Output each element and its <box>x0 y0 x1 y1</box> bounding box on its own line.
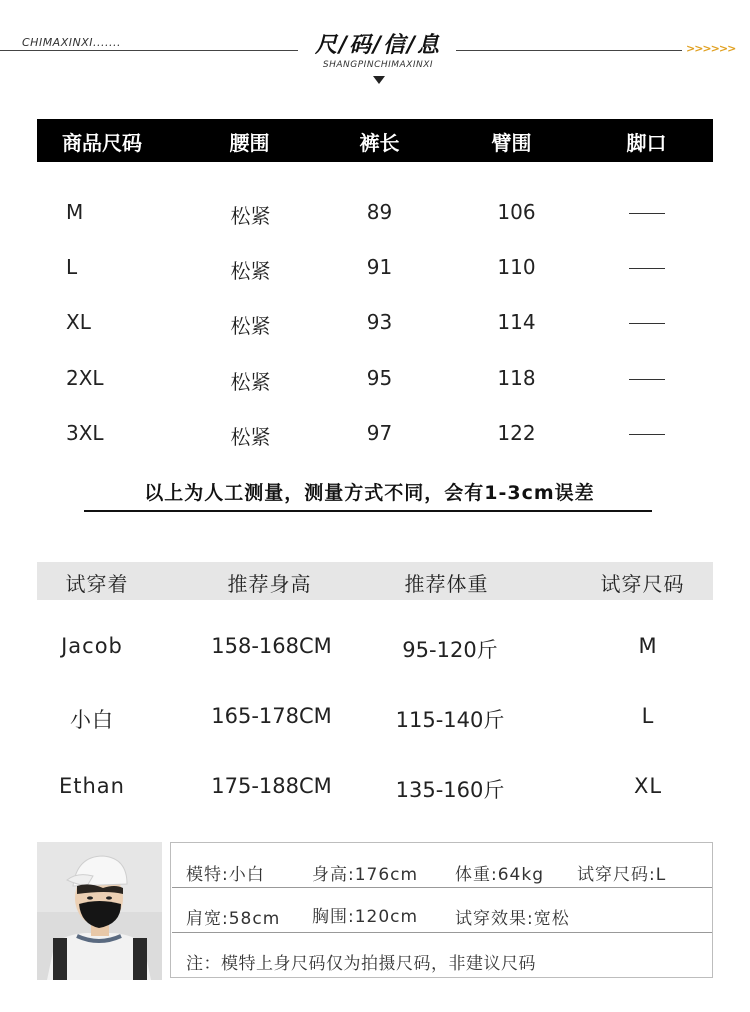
arm-cell: 110 <box>497 255 536 279</box>
model-illustration <box>37 842 162 980</box>
tryon-table-header <box>37 562 713 600</box>
model-shoulder: 肩宽:58cm <box>186 909 281 929</box>
height-cell: 158-168CM <box>211 634 332 658</box>
length-cell: 91 <box>366 255 393 279</box>
arm-cell: 118 <box>497 366 536 390</box>
waist-cell: 松紧 <box>230 370 271 394</box>
dash-icon <box>629 213 665 215</box>
model-height: 身高:176cm <box>312 865 419 885</box>
dash-icon <box>629 434 665 436</box>
weight-col-header: 推荐体重 <box>404 572 489 596</box>
hem-cell <box>584 310 709 334</box>
hem-cell <box>584 366 709 390</box>
model-photo <box>37 842 162 980</box>
tester-cell: Ethan <box>59 774 125 798</box>
page-title: 尺/码/信/息 <box>314 33 442 58</box>
waist-cell: 松紧 <box>230 314 271 338</box>
height-col-header: 推荐身高 <box>227 572 312 596</box>
header-left-text: CHIMAXINXI....... <box>22 36 121 49</box>
hem-col-header: 脚口 <box>626 131 667 155</box>
arm-cell: 122 <box>497 421 536 445</box>
length-cell: 95 <box>366 366 393 390</box>
length-cell: 97 <box>366 421 393 445</box>
hem-cell <box>584 200 709 224</box>
length-col-header: 裤长 <box>359 131 400 155</box>
dash-icon <box>629 379 665 381</box>
measurement-note: 以上为人工测量，测量方式不同，会有1-3cm误差 <box>144 482 595 504</box>
size-col-header: 商品尺码 <box>62 131 142 155</box>
size-cell: L <box>66 255 78 279</box>
waist-cell: 松紧 <box>230 425 271 449</box>
arm-cell: 114 <box>497 310 536 334</box>
header-divider-left <box>0 50 298 51</box>
waist-cell: 松紧 <box>230 259 271 283</box>
size-cell: 3XL <box>66 421 104 445</box>
model-tryon-size: 试穿尺码:L <box>577 865 667 885</box>
length-cell: 89 <box>366 200 393 224</box>
tester-cell: Jacob <box>61 634 123 658</box>
tester-cell: 小白 <box>70 708 114 732</box>
dash-icon <box>629 268 665 270</box>
model-info-divider <box>172 887 712 888</box>
weight-cell: 115-140斤 <box>395 708 505 732</box>
model-chest: 胸围:120cm <box>312 907 419 927</box>
tryon-size-col-header: 试穿尺码 <box>600 572 685 596</box>
height-cell: 165-178CM <box>211 704 332 728</box>
height-cell: 175-188CM <box>211 774 332 798</box>
page-subtitle: SHANGPINCHIMAXINXI <box>322 60 434 70</box>
size-cell: XL <box>66 310 91 334</box>
dash-icon <box>629 323 665 325</box>
model-fit-effect: 试穿效果:宽松 <box>455 909 570 929</box>
down-triangle-icon <box>373 76 385 84</box>
tryon-size-cell: M <box>638 634 658 658</box>
tryon-size-cell: XL <box>633 774 663 798</box>
weight-cell: 95-120斤 <box>402 638 498 662</box>
model-disclaimer: 注：模特上身尺码仅为拍摄尺码，非建议尺码 <box>186 954 536 974</box>
note-underline <box>84 510 652 512</box>
size-cell: 2XL <box>66 366 104 390</box>
size-table-header <box>37 119 713 162</box>
header-arrows-icon: >>>>>> <box>686 42 736 55</box>
waist-cell: 松紧 <box>230 204 271 228</box>
tester-col-header: 试穿着 <box>65 572 129 596</box>
hem-cell <box>584 421 709 445</box>
header-divider-right <box>456 50 682 51</box>
arm-cell: 106 <box>497 200 536 224</box>
tryon-size-cell: L <box>641 704 655 728</box>
size-cell: M <box>66 200 84 224</box>
model-info-divider <box>172 932 712 933</box>
arm-col-header: 臂围 <box>491 131 532 155</box>
weight-cell: 135-160斤 <box>395 778 505 802</box>
hem-cell <box>584 255 709 279</box>
waist-col-header: 腰围 <box>229 131 270 155</box>
length-cell: 93 <box>366 310 393 334</box>
page-header <box>0 0 750 100</box>
model-name: 模特:小白 <box>186 865 265 885</box>
model-weight: 体重:64kg <box>455 865 544 885</box>
